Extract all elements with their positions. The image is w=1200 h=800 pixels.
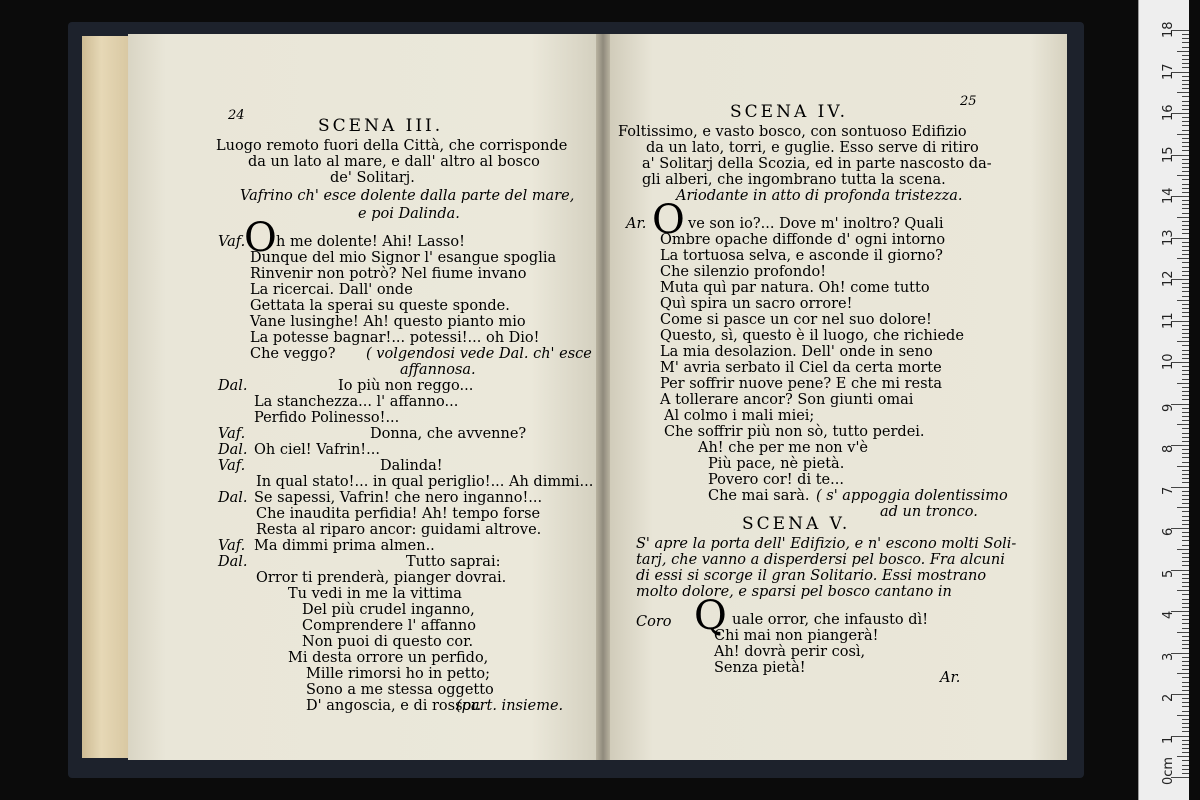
ruler-minor-tick — [1182, 607, 1189, 608]
ruler-minor-tick — [1182, 640, 1189, 641]
ruler-minor-tick — [1182, 665, 1189, 666]
book-gutter — [596, 34, 610, 760]
stage-direction: Ariodante in atto di profonda tristezza. — [676, 188, 963, 204]
stage-direction: ( s' appoggia dolentissimo — [816, 488, 1008, 504]
verse-line: Mi desta orrore un perfido, — [288, 650, 489, 666]
ruler-minor-tick — [1182, 395, 1189, 396]
ruler-minor-tick — [1182, 760, 1189, 761]
ruler-label: 6 — [1161, 527, 1176, 536]
ruler-minor-tick — [1182, 437, 1189, 438]
verse-line: Che mai sarà. — [708, 488, 810, 504]
speaker: Coro — [636, 614, 672, 630]
ruler-minor-tick — [1182, 204, 1189, 205]
ruler-minor-tick — [1182, 470, 1189, 471]
ruler-minor-tick — [1182, 192, 1189, 193]
ruler-minor-tick — [1182, 146, 1189, 147]
ruler-minor-tick — [1182, 565, 1189, 566]
ruler-minor-tick — [1182, 615, 1189, 616]
ruler-minor-tick — [1182, 578, 1189, 579]
ruler-minor-tick — [1182, 76, 1189, 77]
ruler-minor-tick — [1182, 59, 1189, 60]
ruler-minor-tick — [1182, 482, 1189, 483]
ruler-minor-tick — [1182, 138, 1189, 139]
ruler-minor-tick — [1182, 412, 1189, 413]
ruler-minor-tick — [1182, 117, 1189, 118]
ruler-minor-tick — [1177, 341, 1189, 342]
setting-line: da un lato, torri, e guglie. Esso serve di ritiro — [646, 140, 979, 156]
verse-line: Che inaudita perfidia! Ah! tempo forse — [256, 506, 541, 522]
verse-line: Che veggo? — [250, 346, 336, 362]
setting-line: gli alberi, che ingombrano tutta la scena. — [642, 172, 946, 188]
verse-line: Oh ciel! Vafrin!... — [254, 442, 380, 458]
setting-line: a' Solitarj della Scozia, ed in parte nascosto da- — [642, 156, 992, 172]
ruler-minor-tick — [1182, 354, 1189, 355]
ruler-minor-tick — [1182, 47, 1189, 48]
verse-line: Mille rimorsi ho in petto; — [306, 666, 491, 682]
ruler-minor-tick — [1182, 773, 1189, 774]
ruler-minor-tick — [1182, 246, 1189, 247]
ruler-label: 11 — [1161, 311, 1176, 329]
speaker: Ar. — [626, 216, 647, 232]
verse-line: Dalinda! — [380, 458, 443, 474]
verse-line: Ah! dovrà perir così, — [714, 644, 866, 660]
ruler-minor-tick — [1182, 545, 1189, 546]
ruler-minor-tick — [1182, 719, 1189, 720]
speaker: Dal. — [218, 554, 248, 570]
ruler-minor-tick — [1182, 350, 1189, 351]
ruler-minor-tick — [1182, 686, 1189, 687]
ruler-minor-tick — [1182, 462, 1189, 463]
ruler-label: 3 — [1161, 652, 1176, 661]
verse-line: D' angoscia, e di rossor. — [306, 698, 482, 714]
verse-line: Non puoi di questo cor. — [302, 634, 474, 650]
ruler-minor-tick — [1177, 549, 1189, 550]
verse-line: Del più crudel inganno, — [302, 602, 475, 618]
ruler-minor-tick — [1182, 582, 1189, 583]
verse-line: La ricercai. Dall' onde — [250, 282, 413, 298]
catchword: Ar. — [940, 670, 961, 686]
ruler-label: 8 — [1161, 444, 1176, 453]
ruler-minor-tick — [1182, 213, 1189, 214]
ruler-minor-tick — [1177, 507, 1189, 508]
ruler-minor-tick — [1182, 167, 1189, 168]
verse-line: Al colmo i mali miei; — [664, 408, 815, 424]
verse-line: ve son io?... Dove m' inoltro? Quali — [688, 216, 944, 232]
verse-line: Povero cor! di te... — [708, 472, 844, 488]
ruler-minor-tick — [1182, 723, 1189, 724]
ruler-minor-tick — [1182, 619, 1189, 620]
ruler-minor-tick — [1182, 287, 1189, 288]
ruler-minor-tick — [1182, 38, 1189, 39]
ruler-minor-tick — [1182, 706, 1189, 707]
ruler-minor-tick — [1182, 105, 1189, 106]
ruler-label: 15 — [1161, 145, 1176, 163]
book-page-edges — [82, 36, 130, 758]
ruler-minor-tick — [1182, 84, 1189, 85]
ruler-minor-tick — [1177, 756, 1189, 757]
verse-line: Senza pietà! — [714, 660, 806, 676]
ruler-minor-tick — [1182, 262, 1189, 263]
ruler-minor-tick — [1182, 711, 1189, 712]
verse-line: Comprendere l' affanno — [302, 618, 476, 634]
verse-line: Sono a me stessa oggetto — [306, 682, 494, 698]
verse-line: Che soffrir più non sò, tutto perdei. — [664, 424, 925, 440]
ruler-label: 1 — [1161, 735, 1176, 744]
ruler-minor-tick — [1182, 88, 1189, 89]
ruler-minor-tick — [1182, 491, 1189, 492]
verse-line: In qual stato!... in qual periglio!... Ah dimmi... — [256, 474, 594, 490]
stage-direction: e poi Dalinda. — [358, 206, 460, 222]
measurement-ruler — [1138, 0, 1189, 800]
ruler-minor-tick — [1182, 765, 1189, 766]
ruler-minor-tick — [1182, 221, 1189, 222]
page-number: 25 — [960, 94, 977, 109]
verse-line: La potesse bagnar!... potessi!... oh Dio! — [250, 330, 540, 346]
ruler-minor-tick — [1177, 673, 1189, 674]
verse-line: Resta al riparo ancor: guidami altrove. — [256, 522, 542, 538]
ruler-minor-tick — [1182, 682, 1189, 683]
page-number: 24 — [228, 108, 245, 123]
ruler-minor-tick — [1182, 727, 1189, 728]
verse-line: Questo, sì, questo è il luogo, che richiede — [660, 328, 964, 344]
verse-line: Quì spira un sacro orrore! — [660, 296, 853, 312]
ruler-label: 0cm — [1161, 756, 1176, 785]
ruler-minor-tick — [1182, 648, 1189, 649]
ruler-minor-tick — [1182, 200, 1189, 201]
ruler-minor-tick — [1182, 623, 1189, 624]
ruler-minor-tick — [1182, 416, 1189, 417]
ruler-label: 7 — [1161, 486, 1176, 495]
drop-cap: O — [244, 215, 277, 261]
verse-line: Come si pasce un cor nel suo dolore! — [660, 312, 932, 328]
ruler-minor-tick — [1182, 478, 1189, 479]
ruler-minor-tick — [1177, 258, 1189, 259]
ruler-minor-tick — [1182, 499, 1189, 500]
ruler-minor-tick — [1177, 590, 1189, 591]
ruler-minor-tick — [1182, 271, 1189, 272]
stage-direction: S' apre la porta dell' Edifizio, e n' escono molti Soli- — [636, 536, 1017, 552]
verse-line: uale orror, che infausto dì! — [732, 612, 929, 628]
ruler-minor-tick — [1182, 329, 1189, 330]
verse-line: La mia desolazion. Dell' onde in seno — [660, 344, 933, 360]
ruler-minor-tick — [1182, 67, 1189, 68]
ruler-minor-tick — [1177, 175, 1189, 176]
ruler-minor-tick — [1182, 254, 1189, 255]
ruler-minor-tick — [1182, 333, 1189, 334]
ruler-minor-tick — [1182, 636, 1189, 637]
ruler-label: 18 — [1161, 21, 1176, 38]
ruler-minor-tick — [1182, 677, 1189, 678]
scene-title: SCENA III. — [318, 116, 444, 136]
ruler-minor-tick — [1182, 275, 1189, 276]
ruler-minor-tick — [1182, 628, 1189, 629]
ruler-minor-tick — [1182, 561, 1189, 562]
drop-cap: O — [652, 197, 685, 243]
ruler-label: 13 — [1161, 228, 1176, 246]
ruler-minor-tick — [1182, 179, 1189, 180]
ruler-minor-tick — [1182, 474, 1189, 475]
ruler-minor-tick — [1182, 557, 1189, 558]
ruler-minor-tick — [1182, 532, 1189, 533]
ruler-minor-tick — [1182, 242, 1189, 243]
ruler-minor-tick — [1182, 374, 1189, 375]
ruler-minor-tick — [1182, 163, 1189, 164]
verse-line: Gettata la sperai su queste sponde. — [250, 298, 510, 314]
verse-line: Più pace, nè pietà. — [708, 456, 845, 472]
setting-line: da un lato al mare, e dall' altro al bosco — [248, 154, 540, 170]
verse-line: Chi mai non piangerà! — [714, 628, 879, 644]
ruler-label: 4 — [1161, 610, 1176, 619]
verse-line: Per soffrir nuove pene? E che mi resta — [660, 376, 943, 392]
ruler-minor-tick — [1182, 379, 1189, 380]
stage-direction: tarj, che vanno a disperdersi pel bosco. Fra alcuni — [636, 552, 1005, 568]
ruler-minor-tick — [1177, 217, 1189, 218]
ruler-label: 14 — [1161, 187, 1176, 204]
speaker: Dal. — [218, 442, 248, 458]
ruler-minor-tick — [1182, 80, 1189, 81]
speaker: Vaf. — [218, 458, 246, 474]
ruler-minor-tick — [1182, 325, 1189, 326]
ruler-minor-tick — [1182, 603, 1189, 604]
setting-line: Foltissimo, e vasto bosco, con sontuoso Edifizio — [618, 124, 967, 140]
ruler-minor-tick — [1182, 408, 1189, 409]
ruler-minor-tick — [1182, 296, 1189, 297]
verse-line: h me dolente! Ahi! Lasso! — [276, 234, 465, 250]
ruler-minor-tick — [1182, 661, 1189, 662]
ruler-minor-tick — [1182, 337, 1189, 338]
setting-line: Luogo remoto fuori della Città, che corrisponde — [216, 138, 568, 154]
ruler-minor-tick — [1182, 503, 1189, 504]
ruler-minor-tick — [1182, 159, 1189, 160]
ruler-minor-tick — [1182, 291, 1189, 292]
scene-title: SCENA V. — [742, 514, 851, 534]
ruler-minor-tick — [1182, 130, 1189, 131]
ruler-label: 12 — [1161, 270, 1176, 287]
ruler-minor-tick — [1182, 453, 1189, 454]
ruler-label: 9 — [1161, 403, 1176, 412]
verse-line: Dunque del mio Signor l' esangue spoglia — [250, 250, 557, 266]
ruler-minor-tick — [1182, 669, 1189, 670]
verse-line: Se sapessi, Vafrin! che nero inganno!... — [254, 490, 543, 506]
ruler-minor-tick — [1182, 657, 1189, 658]
ruler-minor-tick — [1182, 188, 1189, 189]
drop-cap: Q — [694, 593, 727, 639]
verse-line: Io più non reggo... — [338, 378, 474, 394]
speaker: Vaf. — [218, 538, 246, 554]
ruler-minor-tick — [1182, 308, 1189, 309]
ruler-minor-tick — [1182, 698, 1189, 699]
ruler-minor-tick — [1182, 752, 1189, 753]
ruler-minor-tick — [1182, 171, 1189, 172]
ruler-minor-tick — [1182, 441, 1189, 442]
stage-direction: Vafrino ch' esce dolente dalla parte del mare, — [240, 188, 575, 204]
speaker: Dal. — [218, 378, 248, 394]
ruler-label: 16 — [1161, 104, 1176, 121]
stage-direction: ( volgendosi vede Dal. ch' esce — [366, 346, 592, 362]
ruler-minor-tick — [1182, 125, 1189, 126]
ruler-minor-tick — [1182, 345, 1189, 346]
ruler-minor-tick — [1182, 536, 1189, 537]
ruler-label: 17 — [1161, 62, 1176, 80]
stage-direction: affannosa. — [400, 362, 476, 378]
ruler-minor-tick — [1182, 740, 1189, 741]
ruler-minor-tick — [1182, 233, 1189, 234]
ruler-minor-tick — [1182, 366, 1189, 367]
ruler-minor-tick — [1182, 208, 1189, 209]
ruler-minor-tick — [1177, 715, 1189, 716]
verse-line: Ah! che per me non v'è — [698, 440, 869, 456]
ruler-minor-tick — [1182, 109, 1189, 110]
ruler-minor-tick — [1182, 316, 1189, 317]
stage-direction: ad un tronco. — [880, 504, 978, 520]
ruler-minor-tick — [1182, 495, 1189, 496]
ruler-minor-tick — [1182, 229, 1189, 230]
verse-line: Rinvenir non potrò? Nel fiume invano — [250, 266, 527, 282]
ruler-minor-tick — [1177, 300, 1189, 301]
ruler-minor-tick — [1182, 748, 1189, 749]
ruler-minor-tick — [1182, 150, 1189, 151]
ruler-minor-tick — [1182, 511, 1189, 512]
ruler-minor-tick — [1182, 449, 1189, 450]
verse-line: M' avria serbato il Ciel da certa morte — [660, 360, 942, 376]
ruler-minor-tick — [1182, 250, 1189, 251]
ruler-minor-tick — [1182, 524, 1189, 525]
ruler-minor-tick — [1182, 731, 1189, 732]
ruler-minor-tick — [1182, 702, 1189, 703]
verse-line: Muta quì par natura. Oh! come tutto — [660, 280, 930, 296]
ruler-minor-tick — [1182, 42, 1189, 43]
ruler-minor-tick — [1182, 312, 1189, 313]
ruler-minor-tick — [1182, 553, 1189, 554]
ruler-label: 10 — [1161, 353, 1176, 370]
ruler-minor-tick — [1182, 399, 1189, 400]
ruler-minor-tick — [1177, 466, 1189, 467]
ruler-minor-tick — [1182, 391, 1189, 392]
speaker: Dal. — [218, 490, 248, 506]
verse-line: Tu vedi in me la vittima — [288, 586, 462, 602]
ruler-minor-tick — [1177, 134, 1189, 135]
ruler-minor-tick — [1182, 304, 1189, 305]
ruler-minor-tick — [1182, 101, 1189, 102]
ruler-minor-tick — [1182, 428, 1189, 429]
ruler-minor-tick — [1182, 184, 1189, 185]
verse-line: La tortuosa selva, e asconde il giorno? — [660, 248, 943, 264]
ruler-minor-tick — [1182, 370, 1189, 371]
ruler-label: 5 — [1161, 569, 1176, 578]
ruler-minor-tick — [1182, 540, 1189, 541]
ruler-minor-tick — [1182, 574, 1189, 575]
ruler-minor-tick — [1182, 744, 1189, 745]
speaker: Vaf. — [218, 426, 246, 442]
verse-line: La stanchezza... l' affanno... — [254, 394, 459, 410]
ruler-minor-tick — [1182, 420, 1189, 421]
verse-line: Vane lusinghe! Ah! questo pianto mio — [250, 314, 526, 330]
verse-line: A tollerare ancor? Son giunti omai — [660, 392, 914, 408]
ruler-minor-tick — [1177, 424, 1189, 425]
ruler-minor-tick — [1182, 96, 1189, 97]
ruler-minor-tick — [1177, 632, 1189, 633]
verse-line: Perfido Polinesso!... — [254, 410, 400, 426]
ruler-minor-tick — [1177, 383, 1189, 384]
verse-line: Orror ti prenderà, pianger dovrai. — [256, 570, 507, 586]
stage-direction: molto dolore, e sparsi pel bosco cantano in — [636, 584, 952, 600]
ruler-minor-tick — [1182, 225, 1189, 226]
ruler-minor-tick — [1182, 644, 1189, 645]
ruler-minor-tick — [1182, 586, 1189, 587]
ruler-minor-tick — [1182, 121, 1189, 122]
ruler-minor-tick — [1182, 267, 1189, 268]
verse-line: Ombre opache diffonde d' ogni intorno — [660, 232, 946, 248]
setting-line: de' Solitarj. — [330, 170, 415, 186]
ruler-minor-tick — [1182, 283, 1189, 284]
speaker: Vaf. — [218, 234, 246, 250]
verse-line: Ma dimmi prima almen.. — [254, 538, 435, 554]
ruler-minor-tick — [1182, 387, 1189, 388]
stage-direction: di essi si scorge il gran Solitario. Essi mostrano — [636, 568, 987, 584]
ruler-minor-tick — [1182, 457, 1189, 458]
scene-title: SCENA IV. — [730, 102, 849, 122]
ruler-minor-tick — [1177, 51, 1189, 52]
ruler-minor-tick — [1182, 516, 1189, 517]
ruler-minor-tick — [1182, 142, 1189, 143]
ruler-label: 2 — [1161, 693, 1176, 702]
ruler-minor-tick — [1182, 690, 1189, 691]
verse-line: Che silenzio profondo! — [660, 264, 827, 280]
ruler-minor-tick — [1182, 63, 1189, 64]
ruler-minor-tick — [1182, 594, 1189, 595]
ruler-minor-tick — [1182, 34, 1189, 35]
stage-direction: (part. insieme. — [456, 698, 564, 714]
ruler-minor-tick — [1182, 358, 1189, 359]
ruler-minor-tick — [1182, 520, 1189, 521]
verse-line: Tutto saprai: — [406, 554, 501, 570]
ruler-minor-tick — [1182, 769, 1189, 770]
ruler-minor-tick — [1177, 92, 1189, 93]
ruler-minor-tick — [1182, 55, 1189, 56]
ruler-minor-tick — [1182, 599, 1189, 600]
verse-line: Donna, che avvenne? — [370, 426, 527, 442]
ruler-minor-tick — [1182, 433, 1189, 434]
